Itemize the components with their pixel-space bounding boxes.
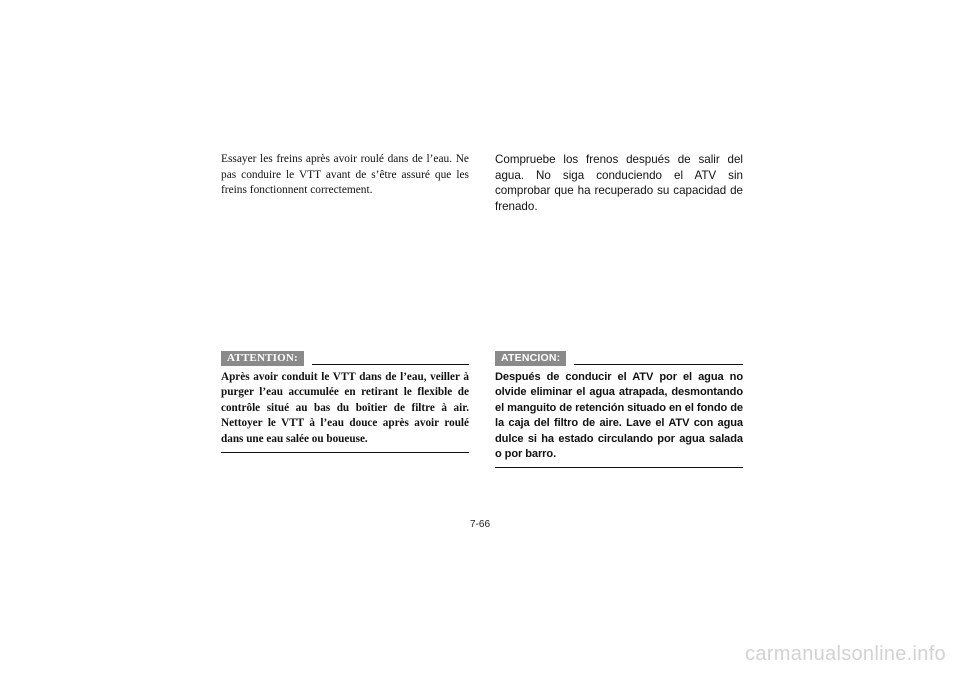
french-paragraph: Essayer les freins après avoir roulé dans de l’eau. Ne pas conduire le VTT avant de s’être assuré que les freins fonctionnent correctement. <box>221 153 469 196</box>
french-column <box>221 152 469 199</box>
french-notice-header-rule <box>312 364 469 365</box>
spanish-paragraph: Compruebe los frenos después de salir del agua. No siga conduciendo el ATV sin comprobar que ha recuperado su capacidad de frenado. <box>495 153 743 213</box>
spanish-notice-header <box>495 349 743 366</box>
french-notice-end-rule <box>221 452 469 453</box>
spanish-notice-header-rule <box>574 364 743 365</box>
spanish-atencion-notice <box>495 349 743 468</box>
page-number: 7-66 <box>469 519 490 530</box>
watermark: carmanualsonline.info <box>745 643 946 665</box>
spanish-notice-end-rule <box>495 467 743 468</box>
french-attention-badge: ATTENTION: <box>221 351 304 366</box>
french-notice-header <box>221 349 469 366</box>
spanish-atencion-badge: ATENCION: <box>495 351 566 366</box>
french-notice-text: Après avoir conduit le VTT dans de l’eau, veiller à purger l’eau accumulée en retirant le flexible de contrôle situé au bas du boîtier de filtre à air. Nettoyer le VTT à l’eau douce après avoir roulé dans une eau salée ou boueuse. <box>221 371 469 445</box>
french-attention-notice <box>221 349 469 453</box>
spanish-column <box>495 152 743 214</box>
spanish-notice-text: Después de conducir el ATV por el agua no olvide eliminar el agua atrapada, desmontando el manguito de retención situado en el fondo de la caja del filtro de aire. Lave el ATV con agua dulce si ha estado circulando por agua salada o por barro. <box>495 371 743 461</box>
